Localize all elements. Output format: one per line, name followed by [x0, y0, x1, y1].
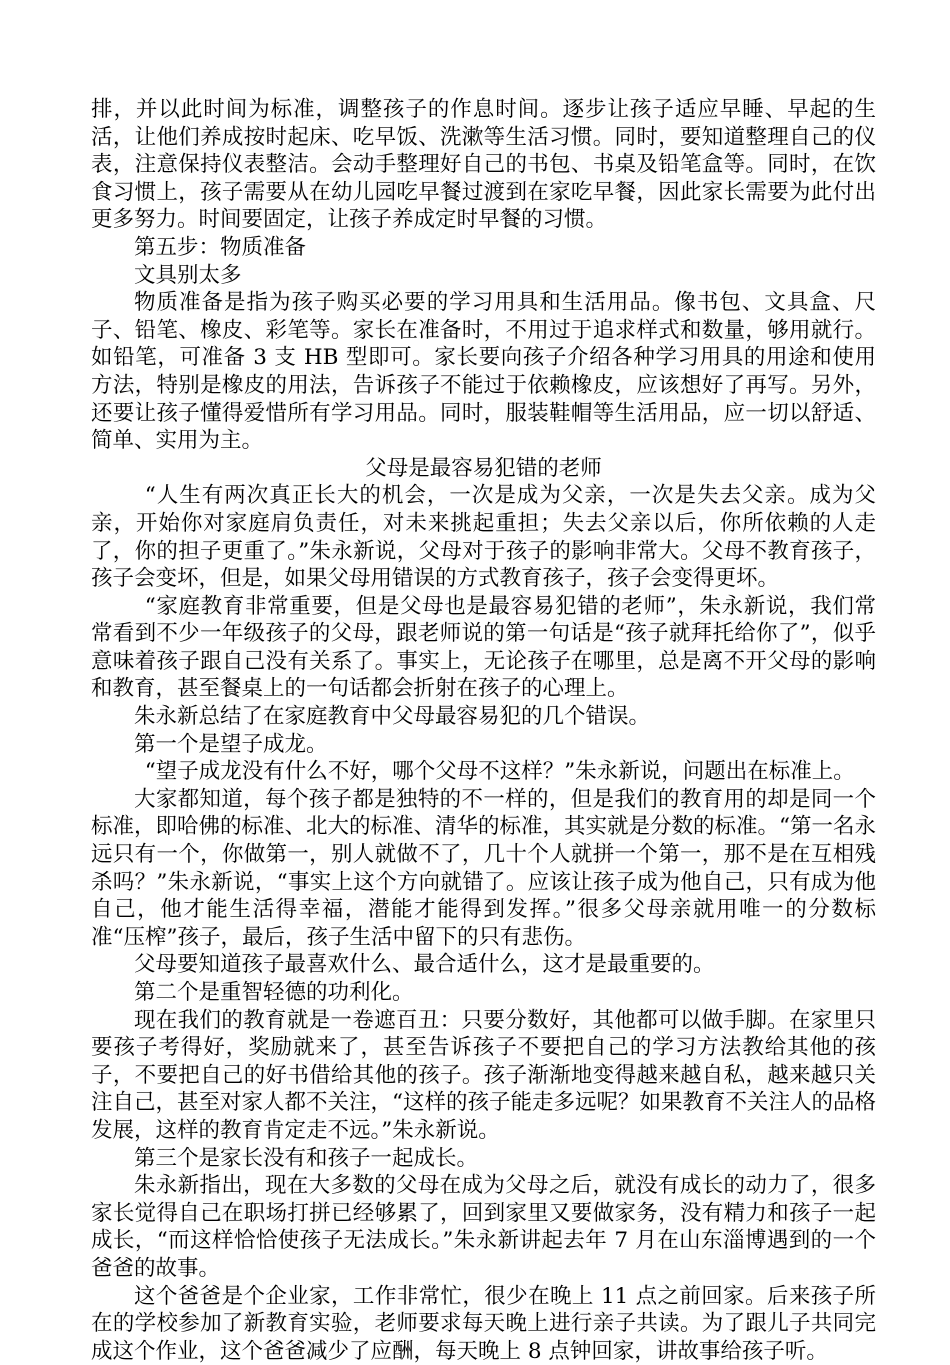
error-three-heading: 第三个是家长没有和孩子一起成长。: [134, 1145, 479, 1171]
paragraph-score-standard: 大家都知道，每个孩子都是独特的不一样的，但是我们的教育用的却是同一个标准，即哈佛的标准、北大的标准、清华的标准，其实就是分数的标准。“第一名永远只有一个，你做第一，别人就做不了，几十个人就拼一个第一，那不是在互相残杀吗？”朱永新说，“事实上这个方向就错了。应该让孩子成为他自己，只有成为他自己，他才能生活得幸福，潜能才能得到发挥。”很多父母亲就用唯一的分数标准“压榨”孩子，最后，孩子生活中留下的只有悲伤。: [91, 786, 876, 950]
paragraph-standard-problem: “望子成龙没有什么不好，哪个父母不这样？”朱永新说，问题出在标准上。: [144, 759, 855, 785]
stationery-subheading: 文具别太多: [134, 262, 242, 288]
paragraph-errors-summary: 朱永新总结了在家庭教育中父母最容易犯的几个错误。: [134, 704, 651, 730]
paragraph-material-preparation: 物质准备是指为孩子购买必要的学习用具和生活用品。像书包、文具盒、尺子、铅笔、橡皮、彩笔等。家长在准备时，不用过于追求样式和数量，够用就行。如铅笔，可准备 3 支 HB 型即可。家长要向孩子介绍各种学习用具的用途和使用方法，特别是橡皮的用法，告诉孩子不能过于依赖橡皮，应该想好了再写。另外，还要让孩子懂得爱惜所有学习用品。同时，服装鞋帽等生活用品，应一切以舒适、简单、实用为主。: [91, 290, 876, 454]
paragraph-routine-continued: 排，并以此时间为标准，调整孩子的作息时间。逐步让孩子适应早睡、早起的生活，让他们养成按时起床、吃早饭、洗漱等生活习惯。同时，要知道整理自己的仪表，注意保持仪表整洁。会动手整理好自己的书包、书桌及铅笔盒等。同时，在饮食习惯上，孩子需要从在幼儿园吃早餐过渡到在家吃早餐，因此家长需要为此付出更多努力。时间要固定，让孩子养成定时早餐的习惯。: [91, 97, 876, 233]
paragraph-utilitarian: 现在我们的教育就是一卷遮百丑：只要分数好，其他都可以做手脚。在家里只要孩子考得好，奖励就来了，甚至告诉孩子不要把自己的学习方法教给其他的孩子，不要把自己的好书借给其他的孩子。孩子渐渐地变得越来越自私，越来越只关注自己，甚至对家人都不关注，“这样的孩子能走多远呢？如果教育不关注人的品格发展，这样的教育肯定走不远。”朱永新说。: [91, 1007, 876, 1143]
article-title: 父母是最容易犯错的老师: [365, 455, 602, 481]
error-one-heading: 第一个是望子成龙。: [134, 731, 328, 757]
paragraph-grow-together: 朱永新指出，现在大多数的父母在成为父母之后，就没有成长的动力了，很多家长觉得自己在职场打拼已经够累了，回到家里又要做家务，没有精力和孩子一起成长，“而这样恰恰使孩子无法成长。”朱永新讲起去年 7 月在山东淄博遇到的一个爸爸的故事。: [91, 1173, 876, 1281]
paragraph-know-child: 父母要知道孩子最喜欢什么、最合适什么，这才是最重要的。: [134, 952, 715, 978]
document-page: [91, 96, 876, 1365]
paragraph-two-chances: “人生有两次真正长大的机会，一次是成为父亲，一次是失去父亲。成为父亲，开始你对家庭肩负责任，对未来挑起重担；失去父亲以后，你所依赖的人走了，你的担子更重了。”朱永新说，父母对于孩子的影响非常大。父母不教育孩子，孩子会变坏，但是，如果父母用错误的方式教育孩子，孩子会变得更坏。: [91, 483, 876, 592]
paragraph-family-education: “家庭教育非常重要，但是父母也是最容易犯错的老师”，朱永新说，我们常常看到不少一年级孩子的父母，跟老师说的第一句话是“孩子就拜托给你了”，似乎意味着孩子跟自己没有关系了。事实上，无论孩子在哪里，总是离不开父母的影响和教育，甚至餐桌上的一句话都会折射在孩子的心理上。: [91, 593, 876, 702]
paragraph-father-story: 这个爸爸是个企业家，工作非常忙，很少在晚上 11 点之前回家。后来孩子所在的学校参加了新教育实验，老师要求每天晚上进行亲子共读。为了跟儿子共同完成这个作业，这个爸爸减少了应酬，每天晚上 8 点钟回家，讲故事给孩子听。: [91, 1283, 876, 1364]
error-two-heading: 第二个是重智轻德的功利化。: [134, 980, 414, 1005]
step-five-heading: 第五步：物质准备: [134, 234, 307, 260]
